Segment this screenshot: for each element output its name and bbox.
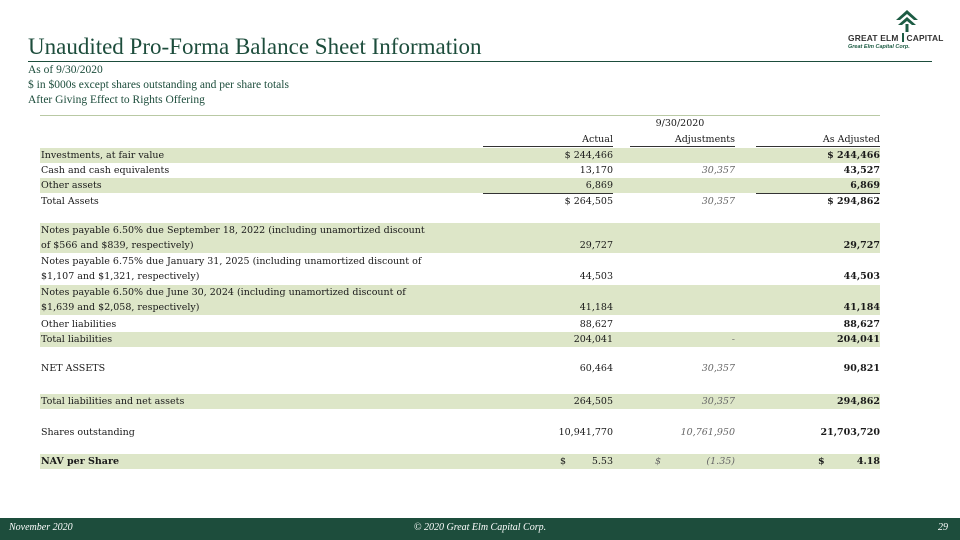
logo-divider <box>902 33 904 42</box>
cell-actual <box>483 425 613 440</box>
table-row <box>40 254 880 284</box>
cell-value: 29,727 <box>843 240 880 251</box>
header-as-adjusted: As Adjusted <box>756 134 880 147</box>
logo-wordmark <box>848 33 952 43</box>
table-row <box>40 425 880 440</box>
cell-value: $ 294,862 <box>827 196 880 207</box>
table-row <box>40 148 880 163</box>
cell-actual <box>483 332 613 347</box>
row-label: Other assets <box>41 180 102 191</box>
cell-value: 4.18 <box>856 456 880 467</box>
table-row <box>40 285 880 315</box>
row-label: NET ASSETS <box>41 363 106 374</box>
table-row <box>40 178 880 193</box>
cell-value: 90,821 <box>843 363 880 374</box>
table-top-rule <box>40 115 880 116</box>
header-date: 9/30/2020 <box>655 118 705 129</box>
row-label: Investments, at fair value <box>41 150 165 161</box>
cell-as-adjusted <box>756 317 880 333</box>
cell-as-adjusted <box>756 300 880 315</box>
tree-logo-icon <box>896 10 918 32</box>
row-label-line: Notes payable 6.75% due January 31, 2025 (including unamortized discount of <box>41 256 422 267</box>
cell-value: 30,357 <box>701 363 735 374</box>
row-label: Total liabilities <box>41 334 113 345</box>
cell-value: 6,869 <box>850 180 880 191</box>
cell-value: 204,041 <box>837 334 880 345</box>
cell-adjustments <box>630 194 735 209</box>
cell-as-adjusted <box>756 361 880 376</box>
page-title: Unaudited Pro-Forma Balance Sheet Information <box>28 34 482 59</box>
cell-as-adjusted <box>756 178 880 194</box>
currency-symbol: $ <box>818 456 825 467</box>
cell-as-adjusted <box>756 269 880 284</box>
row-label-line: $1,107 and $1,321, respectively) <box>41 271 200 282</box>
cell-as-adjusted <box>756 454 880 469</box>
table-row <box>40 194 880 210</box>
row-label: Total Assets <box>41 196 99 207</box>
table-row <box>40 223 880 253</box>
cell-adjustments <box>630 361 735 376</box>
subtitle-line-date: As of 9/30/2020 <box>28 64 103 76</box>
currency-symbol: $ <box>655 456 662 467</box>
row-label: NAV per Share <box>41 456 120 467</box>
cell-value: $ 264,505 <box>564 196 613 207</box>
cell-adjustments <box>630 163 735 178</box>
cell-actual <box>483 269 613 284</box>
row-label <box>40 285 406 315</box>
table-row <box>40 394 880 409</box>
footer-date: November 2020 <box>9 522 73 533</box>
row-label-line: Notes payable 6.50% due June 30, 2024 (including unamortized discount of <box>41 287 406 298</box>
cell-actual <box>483 178 613 194</box>
cell-value: $ 244,466 <box>827 150 880 161</box>
cell-value: (1.35) <box>706 456 735 467</box>
cell-value: 30,357 <box>701 196 735 207</box>
title-rule <box>28 61 932 62</box>
cell-value: 264,505 <box>573 396 613 407</box>
row-label <box>40 254 421 284</box>
cell-value: $ 244,466 <box>564 150 613 161</box>
footer-copyright: © 2020 Great Elm Capital Corp. <box>413 522 547 533</box>
cell-as-adjusted <box>756 394 880 409</box>
cell-actual <box>483 394 613 409</box>
cell-value: 13,170 <box>579 165 613 176</box>
cell-actual <box>483 317 613 333</box>
row-label: Cash and cash equivalents <box>41 165 170 176</box>
logo-name-right: CAPITAL <box>906 33 944 43</box>
cell-actual <box>483 148 613 163</box>
cell-as-adjusted <box>756 238 880 253</box>
cell-as-adjusted <box>756 163 880 178</box>
row-label-line: Notes payable 6.50% due September 18, 2022 (including unamortized discount <box>41 225 425 236</box>
table-row <box>40 332 880 347</box>
logo-name-left: GREAT ELM <box>848 33 899 43</box>
cell-adjustments <box>630 332 735 347</box>
row-label-line: of $566 and $839, respectively) <box>41 240 194 251</box>
cell-value: 10,941,770 <box>558 427 613 438</box>
cell-value: 294,862 <box>837 396 880 407</box>
header-adjustments: Adjustments <box>630 134 735 147</box>
page-number: 29 <box>938 522 948 533</box>
subtitle-block <box>28 63 289 108</box>
cell-value: 21,703,720 <box>820 427 880 438</box>
table-header <box>40 118 880 148</box>
cell-value: 5.53 <box>591 456 613 467</box>
cell-actual <box>483 238 613 253</box>
cell-adjustments <box>630 425 735 440</box>
row-label: Other liabilities <box>41 319 117 330</box>
cell-value: 44,503 <box>843 271 880 282</box>
cell-as-adjusted <box>756 194 880 209</box>
row-label: Total liabilities and net assets <box>41 396 185 407</box>
cell-value: 60,464 <box>579 363 613 374</box>
header-actual: Actual <box>483 134 613 147</box>
currency-symbol: $ <box>560 456 567 467</box>
company-logo <box>848 10 948 54</box>
cell-value: 41,184 <box>843 302 880 313</box>
row-label <box>40 223 425 253</box>
cell-value: 30,357 <box>701 165 735 176</box>
cell-value: 30,357 <box>701 396 735 407</box>
subtitle-line-basis: After Giving Effect to Rights Offering <box>28 94 205 106</box>
cell-actual <box>483 454 613 469</box>
cell-actual <box>483 300 613 315</box>
cell-value: 29,727 <box>579 240 613 251</box>
cell-value: - <box>731 334 735 345</box>
table-row <box>40 454 880 469</box>
cell-actual <box>483 194 613 209</box>
table-row <box>40 317 880 332</box>
cell-value: 44,503 <box>579 271 613 282</box>
row-label-line: $1,639 and $2,058, respectively) <box>41 302 200 313</box>
row-label: Shares outstanding <box>41 427 135 438</box>
cell-value: 41,184 <box>579 302 613 313</box>
cell-adjustments <box>630 394 735 409</box>
cell-as-adjusted <box>756 332 880 347</box>
table-row <box>40 163 880 178</box>
cell-value: 43,527 <box>843 165 880 176</box>
cell-value: 6,869 <box>585 180 613 191</box>
cell-value: 88,627 <box>843 319 880 330</box>
subtitle-line-units: $ in $000s except shares outstanding and per share totals <box>28 79 289 91</box>
cell-actual <box>483 361 613 376</box>
logo-tagline: Great Elm Capital Corp. <box>848 44 910 50</box>
cell-as-adjusted <box>756 148 880 163</box>
cell-value: 204,041 <box>573 334 613 345</box>
cell-as-adjusted <box>756 425 880 440</box>
table-row <box>40 361 880 377</box>
cell-actual <box>483 163 613 178</box>
footer-bar <box>0 518 960 540</box>
cell-adjustments <box>630 454 735 469</box>
cell-value: 10,761,950 <box>680 427 735 438</box>
cell-value: 88,627 <box>579 319 613 330</box>
